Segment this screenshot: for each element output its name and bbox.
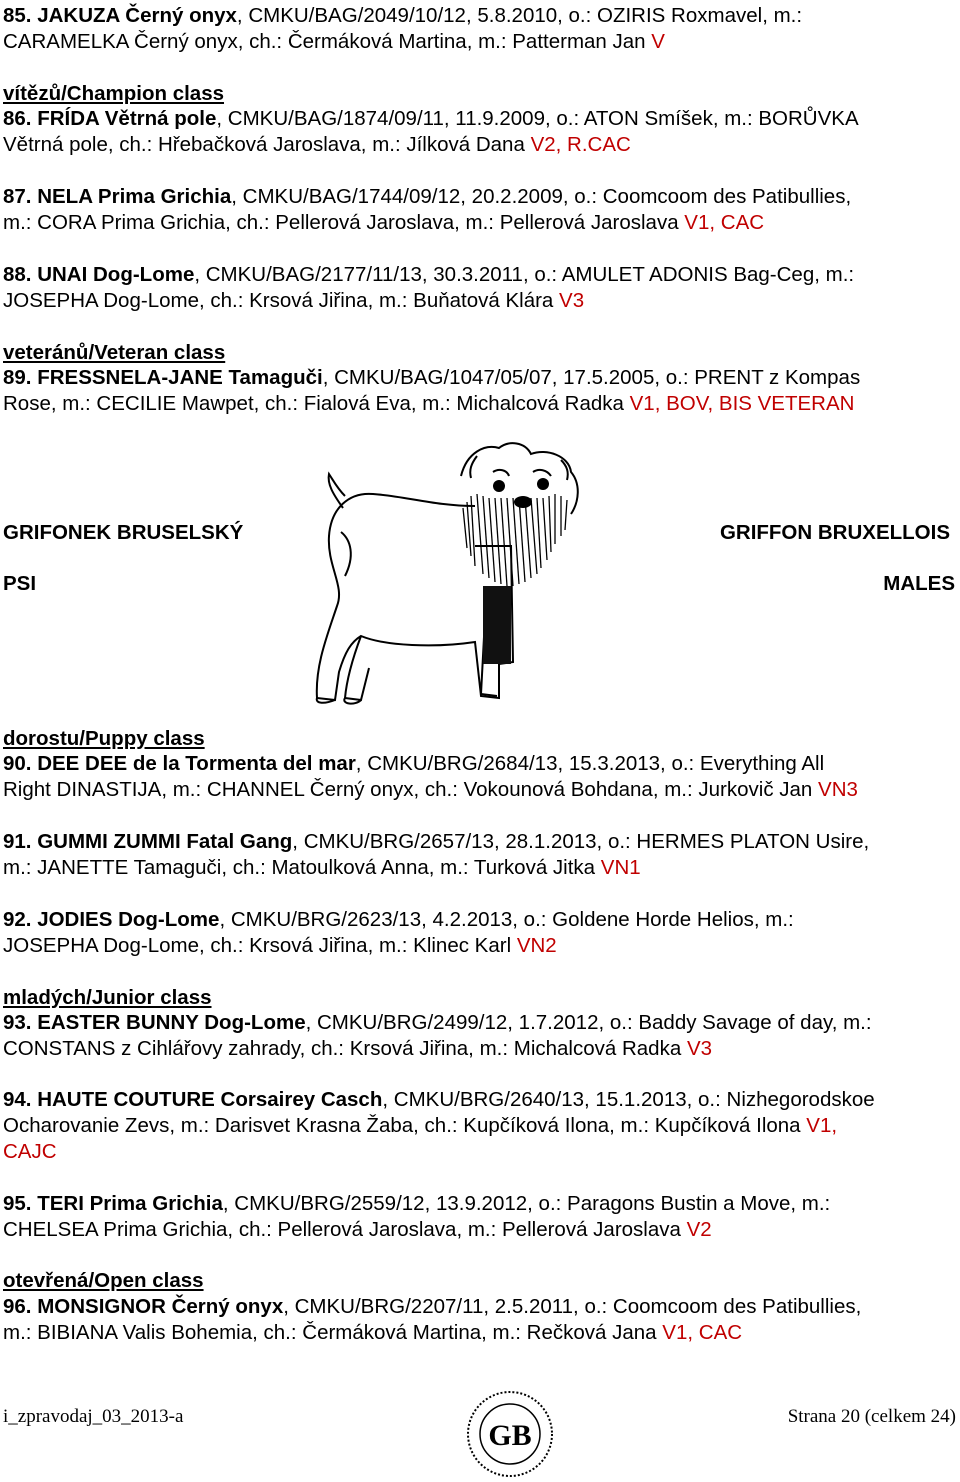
section-open-class: otevřená/Open class bbox=[3, 1269, 204, 1292]
entry-87 bbox=[3, 184, 958, 236]
entry-line bbox=[3, 855, 958, 881]
entry-text: , CMKU/BRG/2657/13, 28.1.2013, o.: HERMES PLATON Usire, bbox=[292, 830, 870, 853]
breed-sub-fr: MALES bbox=[883, 572, 955, 595]
award-text: VN2 bbox=[516, 934, 557, 957]
award-text: V2 bbox=[686, 1218, 712, 1241]
section-puppy-class: dorostu/Puppy class bbox=[3, 727, 205, 750]
brussels-griffon-dog-drawing bbox=[285, 436, 685, 728]
entry-text: Ocharovanie Zevs, m.: Darisvet Krasna Žaba, ch.: Kupčíková Ilona, m.: Kupčíková Ilona bbox=[3, 1114, 807, 1137]
award-text: V3 bbox=[686, 1037, 713, 1060]
entry-text: CARAMELKA Černý onyx, ch.: Čermáková Martina, m.: Patterman Jan bbox=[3, 30, 652, 53]
entry-text: Rose, m.: CECILIE Mawpet, ch.: Fialová Eva, m.: Michalcová Radka bbox=[3, 392, 630, 415]
entry-text: , CMKU/BRG/2623/13, 4.2.2013, o.: Goldene Horde Helios, m.: bbox=[219, 908, 794, 931]
award-text: V1, bbox=[806, 1114, 838, 1137]
entry-text: JOSEPHA Dog-Lome, ch.: Krsová Jiřina, m.: Klinec Karl bbox=[3, 934, 517, 957]
entry-line bbox=[3, 829, 958, 855]
award-text: V3 bbox=[559, 289, 585, 312]
dog-name: 95. TERI Prima Grichia bbox=[3, 1192, 223, 1215]
footer-page-number: Strana 20 (celkem 24) bbox=[787, 1406, 956, 1427]
dog-name: 90. DEE DEE de la Tormenta del mar bbox=[3, 752, 356, 775]
dog-name: 89. FRESSNELA-JANE Tamaguči bbox=[3, 366, 323, 389]
award-text: V1, CAC bbox=[662, 1321, 743, 1344]
award-text: V2, R.CAC bbox=[530, 133, 631, 156]
entry-text: Right DINASTIJA, m.: CHANNEL Černý onyx, ch.: Vokounová Bohdana, m.: Jurkovič Jan bbox=[3, 778, 819, 801]
section-veteran-class: veteránů/Veteran class bbox=[3, 341, 226, 364]
award-text: VN3 bbox=[818, 778, 858, 801]
entry-line bbox=[3, 184, 958, 210]
dog-name: 87. NELA Prima Grichia bbox=[3, 185, 232, 208]
section-junior-class: mladých/Junior class bbox=[3, 986, 212, 1009]
entry-line bbox=[3, 1010, 958, 1036]
entry-text: m.: BIBIANA Valis Bohemia, ch.: Čermáková Martina, m.: Rečková Jana bbox=[3, 1321, 663, 1344]
entry-line bbox=[3, 1320, 958, 1346]
entry-line bbox=[3, 365, 958, 391]
entry-86 bbox=[3, 106, 958, 158]
entry-text: , CMKU/BAG/2177/11/13, 30.3.2011, o.: AMULET ADONIS Bag-Ceg, m.: bbox=[194, 263, 855, 286]
entry-91 bbox=[3, 829, 958, 881]
dog-name: 96. MONSIGNOR Černý onyx bbox=[3, 1295, 284, 1318]
entry-line bbox=[3, 3, 958, 29]
dog-name: 88. UNAI Dog-Lome bbox=[3, 263, 195, 286]
award-text: VN1 bbox=[600, 856, 641, 879]
entry-line bbox=[3, 1036, 958, 1062]
entry-line bbox=[3, 1139, 958, 1165]
entry-85 bbox=[3, 3, 958, 55]
award-text: V1, BOV, BIS VETERAN bbox=[629, 392, 855, 415]
dog-name: 85. JAKUZA Černý onyx bbox=[3, 4, 237, 27]
entry-line bbox=[3, 751, 958, 777]
footer-filename: i_zpravodaj_03_2013-a bbox=[3, 1406, 184, 1427]
entry-line bbox=[3, 1217, 958, 1243]
entry-90 bbox=[3, 751, 958, 803]
breed-sub-cz: PSI bbox=[3, 572, 37, 595]
entry-text: , CMKU/BAG/1744/09/12, 20.2.2009, o.: Coomcoom des Patibullies, bbox=[231, 185, 852, 208]
dog-name: 86. FRÍDA Větrná pole bbox=[3, 107, 217, 130]
entry-text: CONSTANS z Cihlářovy zahrady, ch.: Krsová Jiřina, m.: Michalcová Radka bbox=[3, 1037, 687, 1060]
entry-text: JOSEPHA Dog-Lome, ch.: Krsová Jiřina, m.: Buňatová Klára bbox=[3, 289, 560, 312]
entry-line bbox=[3, 132, 958, 158]
entry-line bbox=[3, 1294, 958, 1320]
award-text: CAJC bbox=[3, 1140, 57, 1163]
entry-line bbox=[3, 391, 958, 417]
entry-92 bbox=[3, 907, 958, 959]
entry-93 bbox=[3, 1010, 958, 1062]
entry-text: , CMKU/BAG/1047/05/07, 17.5.2005, o.: PRENT z Kompas bbox=[322, 366, 861, 389]
breed-title-fr: GRIFFON BRUXELLOIS bbox=[719, 521, 950, 544]
award-text: V bbox=[651, 30, 665, 53]
entry-94 bbox=[3, 1087, 958, 1165]
entry-line bbox=[3, 29, 958, 55]
entry-text: , CMKU/BRG/2684/13, 15.3.2013, o.: Everything All bbox=[355, 752, 825, 775]
dog-name: 94. HAUTE COUTURE Corsairey Casch bbox=[3, 1088, 383, 1111]
entry-text: CHELSEA Prima Grichia, ch.: Pellerová Jaroslava, m.: Pellerová Jaroslava bbox=[3, 1218, 687, 1241]
entry-line bbox=[3, 210, 958, 236]
logo-letters: GB bbox=[488, 1419, 532, 1452]
dog-name: 92. JODIES Dog-Lome bbox=[3, 908, 220, 931]
entry-line bbox=[3, 262, 958, 288]
entry-text: , CMKU/BRG/2640/13, 15.1.2013, o.: Nizhegorodskoe bbox=[382, 1088, 875, 1111]
entry-text: m.: JANETTE Tamaguči, ch.: Matoulková Anna, m.: Turková Jitka bbox=[3, 856, 601, 879]
section-champion-class: vítězů/Champion class bbox=[3, 82, 225, 105]
entry-line bbox=[3, 907, 958, 933]
entry-text: , CMKU/BRG/2559/12, 13.9.2012, o.: Paragons Bustin a Move, m.: bbox=[222, 1192, 831, 1215]
entry-text: , CMKU/BAG/1874/09/11, 11.9.2009, o.: ATON Smíšek, m.: BORŮVKA bbox=[216, 107, 859, 130]
entry-line bbox=[3, 1087, 958, 1113]
entry-line bbox=[3, 933, 958, 959]
entry-line bbox=[3, 1113, 958, 1139]
dog-name: 91. GUMMI ZUMMI Fatal Gang bbox=[3, 830, 293, 853]
entry-line bbox=[3, 106, 958, 132]
entry-line bbox=[3, 777, 958, 803]
dog-name: 93. EASTER BUNNY Dog-Lome bbox=[3, 1011, 306, 1034]
entry-89 bbox=[3, 365, 958, 417]
entry-95 bbox=[3, 1191, 958, 1243]
entry-88 bbox=[3, 262, 958, 314]
club-seal-logo bbox=[463, 1389, 557, 1479]
breed-title-cz: GRIFONEK BRUSELSKÝ bbox=[3, 521, 244, 544]
entry-text: , CMKU/BRG/2499/12, 1.7.2012, o.: Baddy Savage of day, m.: bbox=[305, 1011, 872, 1034]
entry-line bbox=[3, 1191, 958, 1217]
entry-text: m.: CORA Prima Grichia, ch.: Pellerová Jaroslava, m.: Pellerová Jaroslava bbox=[3, 211, 685, 234]
award-text: V1, CAC bbox=[684, 211, 765, 234]
entry-text: , CMKU/BRG/2207/11, 2.5.2011, o.: Coomcoom des Patibullies, bbox=[283, 1295, 862, 1318]
entry-text: Větrná pole, ch.: Hřebačková Jaroslava, m.: Jílková Dana bbox=[3, 133, 531, 156]
entry-96 bbox=[3, 1294, 958, 1346]
entry-line bbox=[3, 288, 958, 314]
entry-text: , CMKU/BAG/2049/10/12, 5.8.2010, o.: OZIRIS Roxmavel, m.: bbox=[236, 4, 803, 27]
